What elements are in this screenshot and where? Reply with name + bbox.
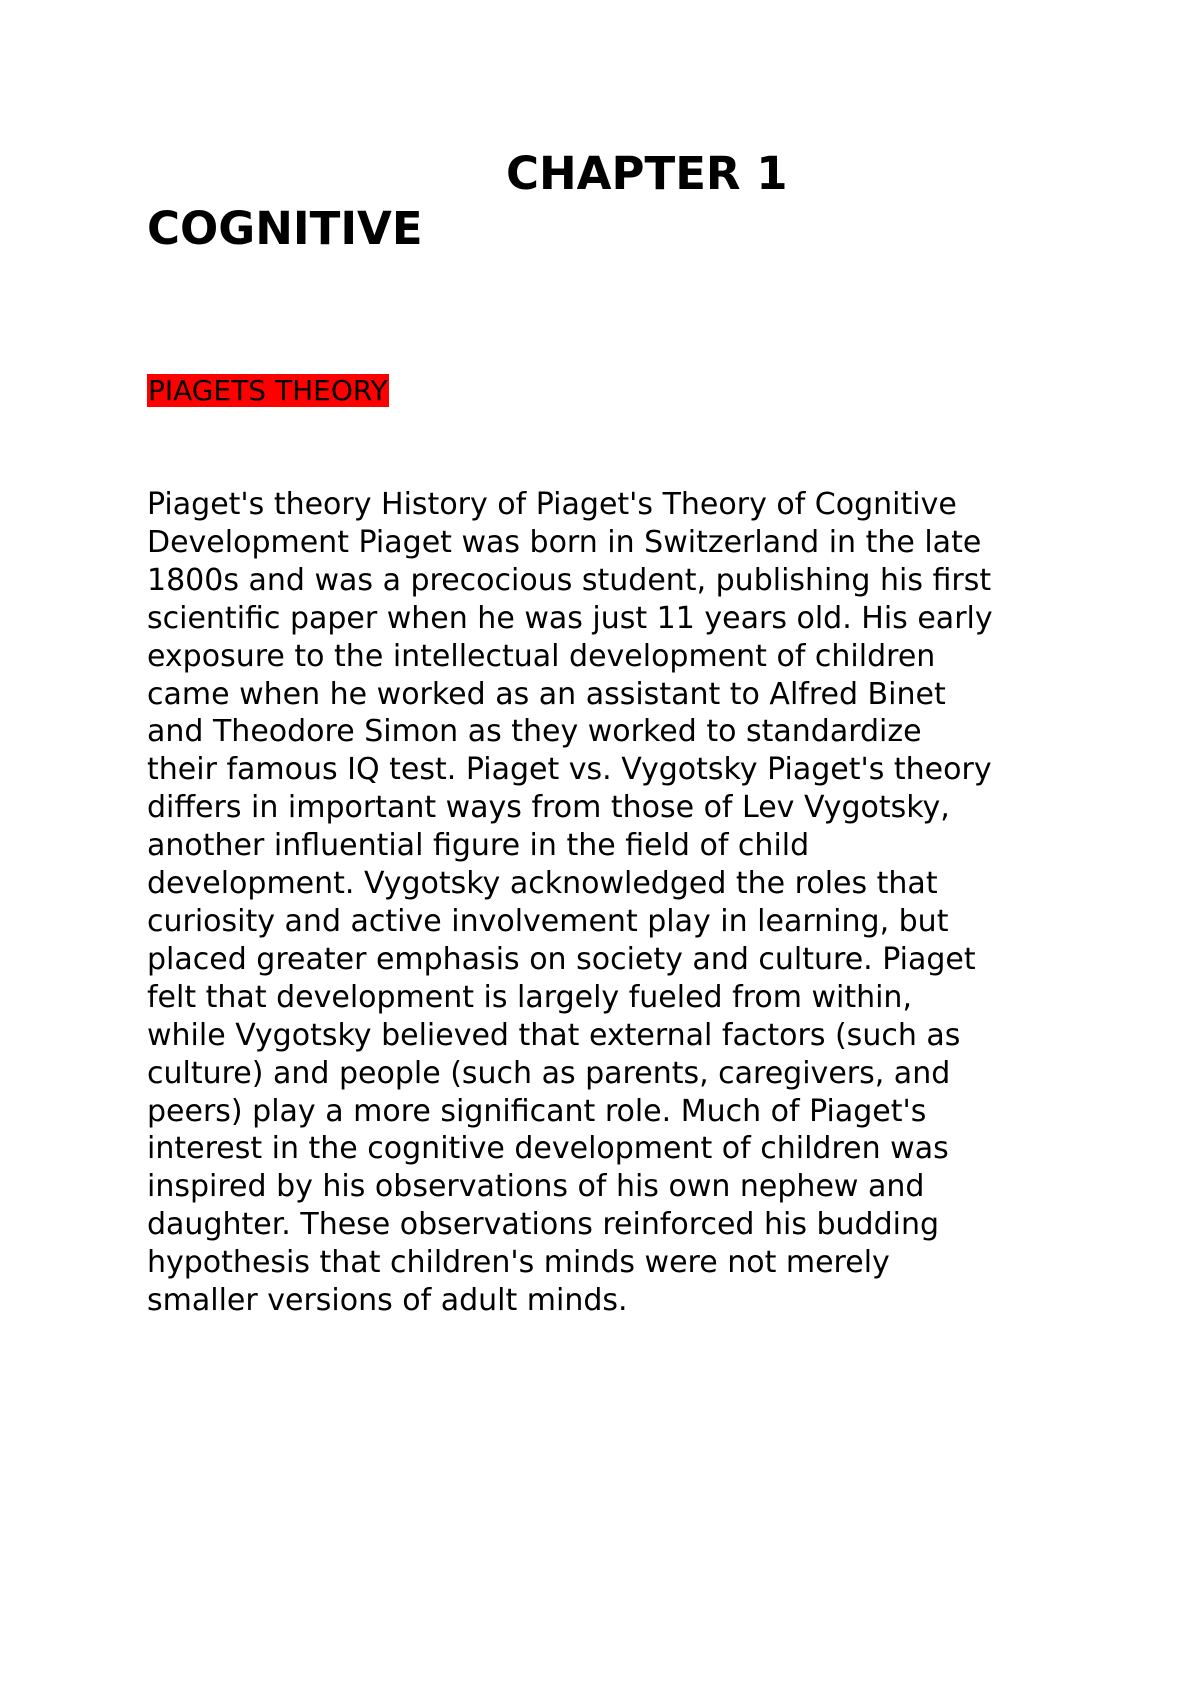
paragraph-line: curiosity and active involvement play in learning, but [147, 903, 949, 939]
paragraph-line: 1800s and was a precocious student, publishing his first [147, 562, 992, 598]
highlighted-section-title: PIAGETS THEORY [148, 374, 388, 407]
paragraph-line: Piaget's theory History of Piaget's Theory of Cognitive [147, 487, 957, 522]
paragraph-line: felt that development is largely fueled from within, [147, 979, 912, 1015]
paragraph-line: differs in important ways from those of Lev Vygotsky, [147, 790, 950, 826]
paragraph-line: placed greater emphasis on society and culture. Piaget [147, 941, 976, 977]
paragraph-line: Development Piaget was born in Switzerland in the late [147, 524, 982, 560]
paragraph-line: interest in the cognitive development of children was [147, 1131, 949, 1167]
paragraph-line: development. Vygotsky acknowledged the roles that [147, 866, 938, 902]
chapter-subtitle: COGNITIVE [147, 202, 423, 255]
paragraph-line: daughter. These observations reinforced his budding [147, 1207, 940, 1243]
paragraph-line: while Vygotsky believed that external factors (such as [147, 1017, 961, 1053]
paragraph-line: peers) play a more significant role. Much of Piaget's [147, 1093, 927, 1129]
chapter-heading: CHAPTER 1 [506, 147, 788, 200]
section-heading [147, 371, 389, 411]
body-paragraph [147, 486, 1077, 1320]
paragraph-line: culture) and people (such as parents, caregivers, and [147, 1055, 951, 1091]
paragraph-line: inspired by his observations of his own nephew and [147, 1169, 925, 1205]
paragraph-line: hypothesis that children's minds were not merely [147, 1245, 890, 1281]
paragraph-line: their famous IQ test. Piaget vs. Vygotsky Piaget's theory [147, 752, 992, 788]
paragraph-line: smaller versions of adult minds. [147, 1283, 628, 1319]
paragraph-line: exposure to the intellectual development of children [147, 638, 936, 674]
paragraph-line: scientific paper when he was just 11 years old. His early [147, 600, 993, 636]
paragraph-line: another influential figure in the field of child [147, 828, 810, 864]
paragraph-line: came when he worked as an assistant to Alfred Binet [147, 676, 946, 712]
paragraph-line: and Theodore Simon as they worked to standardize [147, 714, 922, 750]
